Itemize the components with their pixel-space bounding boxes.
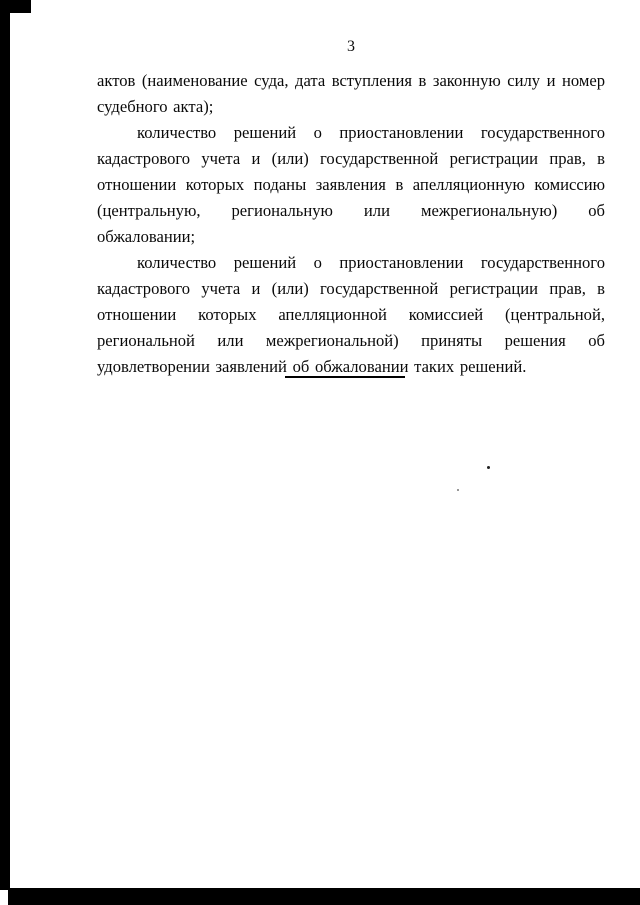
paragraph: актов (наименование суда, дата вступления в законную силу и номер судебного акта); xyxy=(97,71,605,116)
scan-artifact-corner xyxy=(8,0,31,13)
paragraph: количество решений о приостановлении государственного кадастрового учета и (или) государственной регистрации прав, в отношении которых апелляционной комиссией (центральной, региональной или межрегиональной) приняты решения об удовлетворении заявлений об обжаловании таких решений. xyxy=(97,253,605,376)
scan-speck xyxy=(487,466,490,469)
document-body xyxy=(97,68,605,380)
page-number: 3 xyxy=(347,38,355,55)
scan-artifact-bottom-edge xyxy=(8,888,640,905)
scan-artifact-left-edge xyxy=(0,0,10,890)
section-divider-line xyxy=(285,376,405,378)
scan-speck xyxy=(457,489,459,491)
paragraph: количество решений о приостановлении государственного кадастрового учета и (или) государственной регистрации прав, в отношении которых поданы заявления в апелляционную комиссию (центральную, региональную или межрегиональную) об обжаловании; xyxy=(97,123,605,246)
